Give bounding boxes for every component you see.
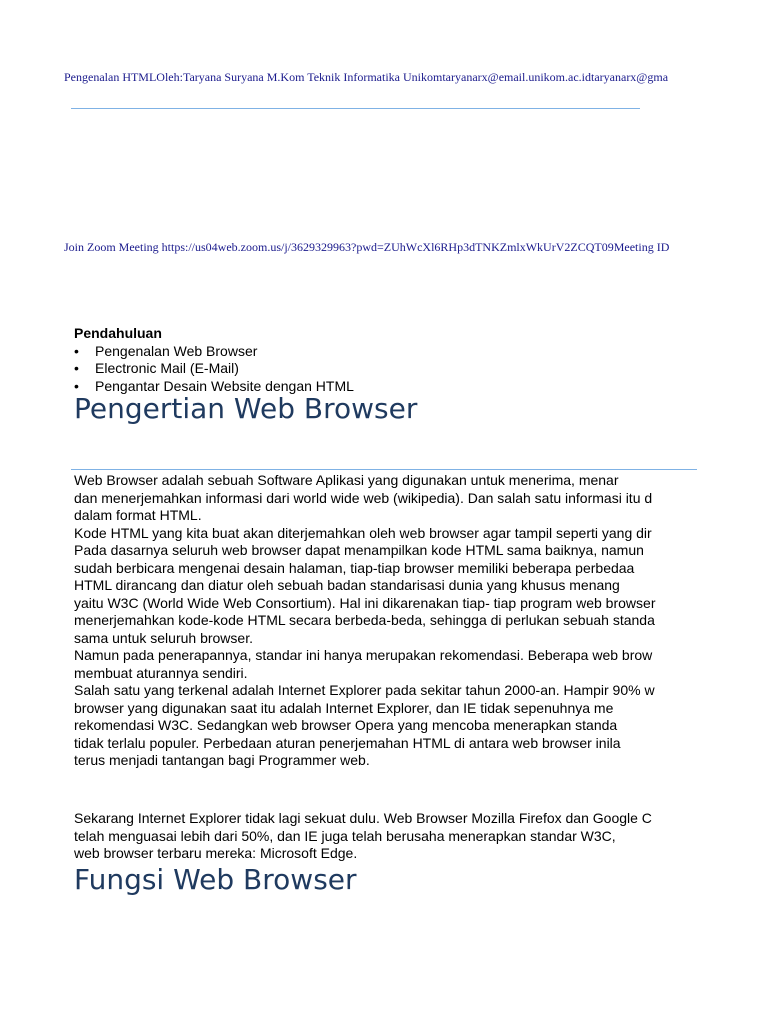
section-body-paragraph-2: [74, 810, 697, 863]
section-heading-pengertian: Pengertian Web Browser: [74, 392, 418, 425]
header-title-line[interactable]: Pengenalan HTMLOleh:Taryana Suryana M.Kom Teknik Informatika Unikomtaryanarx@email.unikom.ac.idtaryanarx@gma: [64, 70, 669, 84]
text-line: Sekarang Internet Explorer tidak lagi sekuat dulu. Web Browser Mozilla Firefox dan Google C: [74, 810, 652, 826]
text-line: browser yang digunakan saat itu adalah Internet Explorer, dan IE tidak sepenuhnya me: [74, 699, 614, 716]
text-line: yaitu W3C (World Wide Web Consortium). Hal ini dikarenakan tiap- tiap program web browser: [74, 594, 656, 611]
section-heading-fungsi: Fungsi Web Browser: [74, 863, 357, 896]
intro-title: Pendahuluan: [74, 325, 162, 341]
text-line: web browser terbaru mereka: Microsoft Edge.: [74, 845, 358, 861]
text-line: Pada dasarnya seluruh web browser dapat menampilkan kode HTML sama baiknya, namun: [74, 542, 644, 558]
text-line: rekomendasi W3C. Sedangkan web browser Opera yang mencoba menerapkan standa: [74, 717, 618, 733]
text-line: dan menerjemahkan informasi dari world wide web (wikipedia). Dan salah satu informasi itu d: [74, 489, 653, 506]
text-line: HTML dirancang dan diatur oleh sebuah badan standarisasi dunia yang khusus menang: [74, 577, 620, 593]
text-line: tidak terlalu populer. Perbedaan aturan penerjemahan HTML di antara web browser inila: [74, 734, 621, 751]
text-line: dalam format HTML.: [74, 507, 202, 523]
text-line: Namun pada penerapannya, standar ini hanya merupakan rekomendasi. Beberapa web brow: [74, 647, 653, 663]
header-divider: [71, 108, 640, 109]
list-item: • Pengantar Desain Website dengan HTML: [74, 378, 354, 396]
text-line: menerjemahkan kode-kode HTML secara berbeda-beda, sehingga di perlukan sebuah standa: [74, 612, 655, 628]
text-line: sudah berbicara mengenai desain halaman, tiap-tiap browser memiliki beberapa perbedaa: [74, 559, 635, 576]
zoom-meeting-link[interactable]: Join Zoom Meeting https://us04web.zoom.us/j/3629329963?pwd=ZUhWcXl6RHp3dTNKZmlxWkUrV2ZCQT09Meeting ID: [64, 240, 670, 254]
text-line: Kode HTML yang kita buat akan diterjemahkan oleh web browser agar tampil seperti yang dir: [74, 524, 652, 541]
text-line: terus menjadi tantangan bagi Programmer web.: [74, 752, 370, 768]
list-item: • Electronic Mail (E-Mail): [74, 360, 354, 378]
text-line: sama untuk seluruh browser.: [74, 629, 253, 646]
text-line: Salah satu yang terkenal adalah Internet Explorer pada sekitar tahun 2000-an. Hampir 90% w: [74, 682, 655, 698]
text-line: Web Browser adalah sebuah Software Aplikasi yang digunakan untuk menerima, menar: [74, 472, 619, 488]
section-body-paragraphs: [74, 472, 697, 770]
intro-list: [74, 343, 354, 396]
intro-section: [74, 325, 354, 395]
list-item: • Pengenalan Web Browser: [74, 343, 354, 361]
section-divider: [71, 469, 697, 470]
text-line: telah menguasai lebih dari 50%, dan IE juga telah berusaha menerapkan standar W3C,: [74, 827, 616, 844]
text-line: membuat aturannya sendiri.: [74, 664, 248, 681]
